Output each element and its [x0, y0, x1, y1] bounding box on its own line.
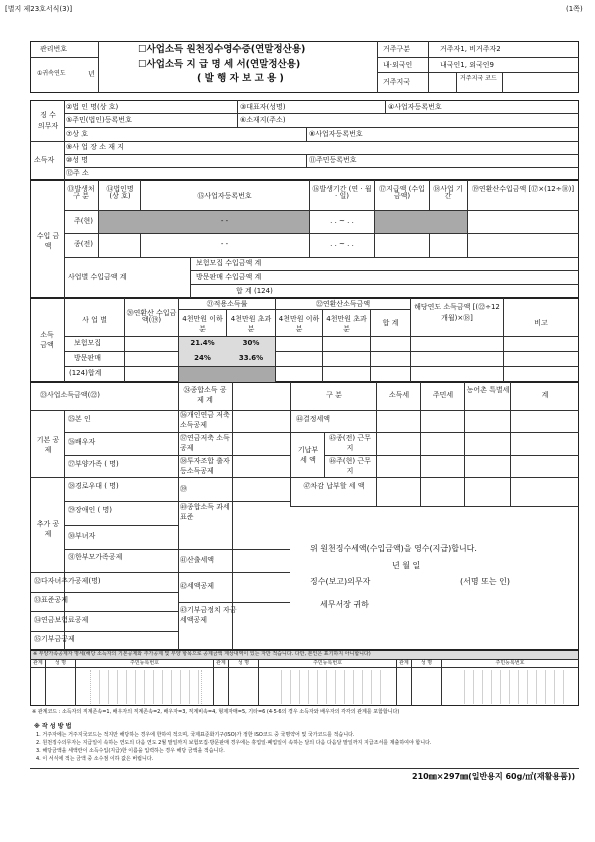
prev-bizno-dash: - - [220, 240, 229, 248]
decided-tax-label: ㊹결정세액 [296, 415, 331, 423]
tax-hdr-local: 주민세 [432, 391, 454, 399]
donation-label: ㉟기부금공제 [34, 635, 75, 643]
row-prev: 종(전) [74, 240, 93, 248]
family-col-rel-2: 관계 [216, 660, 226, 666]
rate-sales-below: 24% [194, 354, 211, 362]
col-total: 합 계 [382, 319, 399, 327]
rates-section-label: 소득 금액 [40, 331, 54, 349]
form-number: [별지 제23호서식(3)] [5, 5, 73, 13]
earner-biz-address: ⑨사 업 장 소 재 지 [66, 143, 124, 151]
invest-label: ㊳투자조합 출자등소득공제 [180, 457, 230, 475]
earner-resident-no: ⑪주민등록번호 [309, 156, 357, 164]
family-col-rel-3: 관계 [399, 660, 409, 666]
receipt-text: 위 원천징수세액(수입금액)을 영수(지급)합니다. [310, 544, 477, 553]
earner-name: ⑩성 명 [66, 156, 89, 164]
sign-hint: (서명 또는 인) [460, 577, 510, 586]
family-col-id-1: 주민등록번호 [130, 660, 159, 666]
year-label: ①귀속연도 [37, 70, 66, 77]
group-std: ㉒연환산소득금액 [315, 300, 371, 308]
donation-credit-label: ㊸기부금정치 자금세액공제 [180, 606, 237, 624]
receipt-date: 년 월 일 [392, 561, 421, 570]
earner-biz-reg: ⑧사업자등록번호 [309, 130, 363, 138]
tax-hdr-rural: 농어촌 특별세 [466, 386, 510, 394]
instruction-2: 2. 원천징수의무자는 지급일이 속하는 연도의 다음 연도 2월 말일까지 보험모집·방문판매 경우에는 휴업일·폐업일이 속하는 달의 다음 다음달 말일까지 지급조서를 제출하여야 합니다. [36, 740, 432, 746]
col-amount: ⑰지급액 (수입금액) [379, 185, 425, 200]
biz-income-label: ㉓사업소득금액(㉒) [40, 391, 101, 399]
paid-curr-label: ㊻주(현) 근무지 [329, 457, 371, 475]
paid-tax-label: 기납부 세 액 [297, 446, 319, 464]
family-col-name-1: 성 명 [54, 660, 67, 666]
nationality-label: 내·외국인 [383, 61, 413, 69]
total-deduction-label: ㉔종합소득 공 제 계 [183, 386, 227, 404]
col-period: ⑯발생기간 (연 · 월 · 일) [312, 185, 372, 200]
payer-section-label: 징 수 의무자 [37, 111, 59, 130]
personal-pension-label: ㊱개인연금 저축소득공제 [180, 411, 230, 429]
additional-deduction-label: 추가 공제 [36, 520, 60, 538]
paid-main-label: ㊺종(전) 근무지 [329, 434, 371, 452]
page-number: (1쪽) [566, 5, 583, 13]
rate-row-sales: 방문판매 [74, 354, 102, 362]
main-period-dots: . . ~ . . [330, 217, 354, 225]
nationality-value: 내국인1, 외국인9 [440, 61, 494, 69]
sub-below-2: 4천만원 이하분 [278, 315, 320, 333]
single-parent-label: ㉛한부모가족공제 [68, 553, 123, 561]
main-bizno-dash: - - [220, 217, 229, 225]
basic-deduction-label: 기본 공제 [36, 436, 60, 454]
tax-office: 세무서장 귀하 [320, 600, 369, 609]
sub-below-1: 4천만원 이하분 [182, 315, 223, 333]
resident-value: 거주자1, 비거주자2 [440, 45, 501, 53]
region-code-label: 거주지국 코드 [460, 75, 497, 82]
prev-period-dots: . . ~ . . [330, 240, 354, 248]
payer-biz-name: ②법 인 명(상 호) [66, 103, 119, 111]
family-col-id-2: 주민등록번호 [313, 660, 342, 666]
col-bizperiod: ⑱사업 기간 [433, 185, 463, 200]
payer-address: ⑥소재지(주소) [240, 116, 286, 124]
year-suffix: 년 [88, 70, 95, 78]
col-note: 비고 [534, 319, 548, 327]
instruction-1: 1. 거주자에는 거주지국코드는 적지만 해당하는 경우에 한하여 적으며, 국제표준화기구(ISO)가 정한 ISO코드 중 국명약어 및 국가코드를 적습니다. [36, 732, 355, 738]
shaded-main-amount [375, 211, 467, 233]
income-section-label: 수입 금액 [36, 232, 60, 250]
spouse-label: ㉖배우자 [68, 438, 96, 446]
tax-credit-label: ㊷세액공제 [180, 582, 215, 590]
paper-spec: 210㎜×297㎜(일반용지 60g/㎡(재활용품)) [412, 772, 576, 781]
earner-section-label: 소득자 [34, 156, 55, 164]
instructions-title: ※ 작 성 방 법 [34, 723, 72, 730]
resident-label: 거주구분 [383, 45, 411, 53]
disabled-label: ㉙장애인 ( 명) [68, 506, 112, 514]
rate-total-shade [179, 367, 275, 382]
female-label: ㉚부녀자 [68, 532, 96, 540]
family-note: ※ 관계코드 : 소득자의 직계존속=1, 배우자의 직계존속=2, 배우자=3, 직계비속=4, 형제자매=5, 기타=6 (4·5·6의 경우 소득자와 배우자의 각각의 관계를 포함합니다) [32, 709, 400, 715]
col-type: ⑬발생처 구 분 [67, 185, 95, 200]
title-line1: ☐사업소득 원천징수영수증(연말정산용) [138, 44, 306, 55]
family-header: ※ 부양가족공제자 명세(해당 소득자의 기본공제와 추가공제 및 부양 항목으로 공제금액 계상내역이 있는 자만 적습니다. 다만, 본인은 표기하지 아니합니다) [33, 651, 371, 657]
rate-sales-over: 33.6% [238, 354, 264, 362]
earner-trade-name: ⑦상 호 [66, 130, 89, 138]
family-col-name-3: 성 명 [420, 660, 433, 666]
payer-sign-label: 징수(보고)의무자 [310, 577, 371, 586]
rate-insurance-below: 21.4% [190, 339, 215, 347]
col-converted: ⑲연환산수입금액 [⑰×(12÷⑱)] [471, 185, 575, 193]
rate-row-insurance: 보험모집 [74, 339, 102, 347]
col-corp: ⑭법인명 (상 호) [106, 185, 134, 200]
pension-ins-label: ㉞연금보험료공제 [34, 616, 89, 624]
subtotal-total: 합 계 (124) [236, 287, 273, 295]
mgmt-no-label: 관리번호 [40, 45, 68, 53]
self-label: ㉕본 인 [68, 415, 91, 423]
family-col-rel-1: 관계 [33, 660, 43, 666]
family-col-id-3: 주민등록번호 [495, 660, 525, 666]
title-line3: ( 발 행 자 보 고 용 ) [197, 73, 284, 84]
col-year: 해당연도 소득금액 [(㉒÷12개월)×⑱] [414, 303, 500, 322]
balance-label: ㊼차감 납부할 세 액 [303, 482, 365, 490]
earner-address: ⑫주 소 [66, 169, 89, 177]
instruction-3: 3. 해당금액을 세액란이 소득수입(지급)한 이름을 입력하는 경우 해당 금액을 적습니다. [36, 748, 225, 754]
multi-child-label: ㉜다자녀추가공제(명) [34, 577, 101, 585]
row-main: 주(현) [74, 217, 93, 225]
tax-base-label: ㊴ [180, 485, 187, 493]
family-col-name-2: 성 명 [237, 660, 250, 666]
instruction-4: 4. 이 서식에 적는 금액 중 소수점 이하 값은 버립니다. [36, 756, 154, 762]
payer-biz-reg: ④사업자등록번호 [388, 103, 442, 111]
title-line2: ☐사업소득 지 급 명 세 서(연말정산용) [138, 59, 301, 70]
tax-hdr-income: 소득세 [388, 391, 410, 399]
group-simple: ㉑적용소득률 [206, 300, 248, 308]
calc-tax-label: ㊶산출세액 [180, 556, 215, 564]
subtotal-insurance: 보험모집 수입금액 계 [196, 259, 262, 267]
region-label: 거주지국 [383, 78, 411, 86]
payer-rep-name: ③대표자(성명) [240, 103, 286, 111]
dependents-label: ㉗부양가족 ( 명) [68, 460, 119, 468]
rate-insurance-over: 30% [242, 339, 260, 347]
sub-over-1: 4천만원 초과분 [230, 315, 272, 333]
payer-corp-reg: ⑤주민(법인)등록번호 [66, 116, 132, 124]
pension-savings-label: ㊲연금저축 소득공제 [180, 434, 230, 452]
col-annual: ⑳연환산 수입금액(⑲) [126, 309, 177, 324]
subtotal-label: 사업별 수입금액 계 [68, 273, 127, 281]
sub-over-2: 4천만원 초과분 [326, 315, 367, 333]
elderly-label: ㉘경로우대 ( 명) [68, 482, 119, 490]
payer-earner-block [30, 100, 579, 180]
col-biz: 사 업 별 [82, 316, 107, 324]
rate-row-total: (124)합계 [69, 369, 102, 377]
tax-standard-label: ㊵종합소득 과세표준 [180, 503, 230, 521]
col-bizno: ⑮사업자등록번호 [197, 192, 252, 200]
tax-hdr-kind: 구 분 [326, 391, 342, 399]
tax-hdr-total: 계 [541, 391, 549, 399]
subtotal-sales: 방문판매 수입금액 계 [196, 273, 262, 281]
standard-label: ㉝표준공제 [34, 596, 69, 604]
